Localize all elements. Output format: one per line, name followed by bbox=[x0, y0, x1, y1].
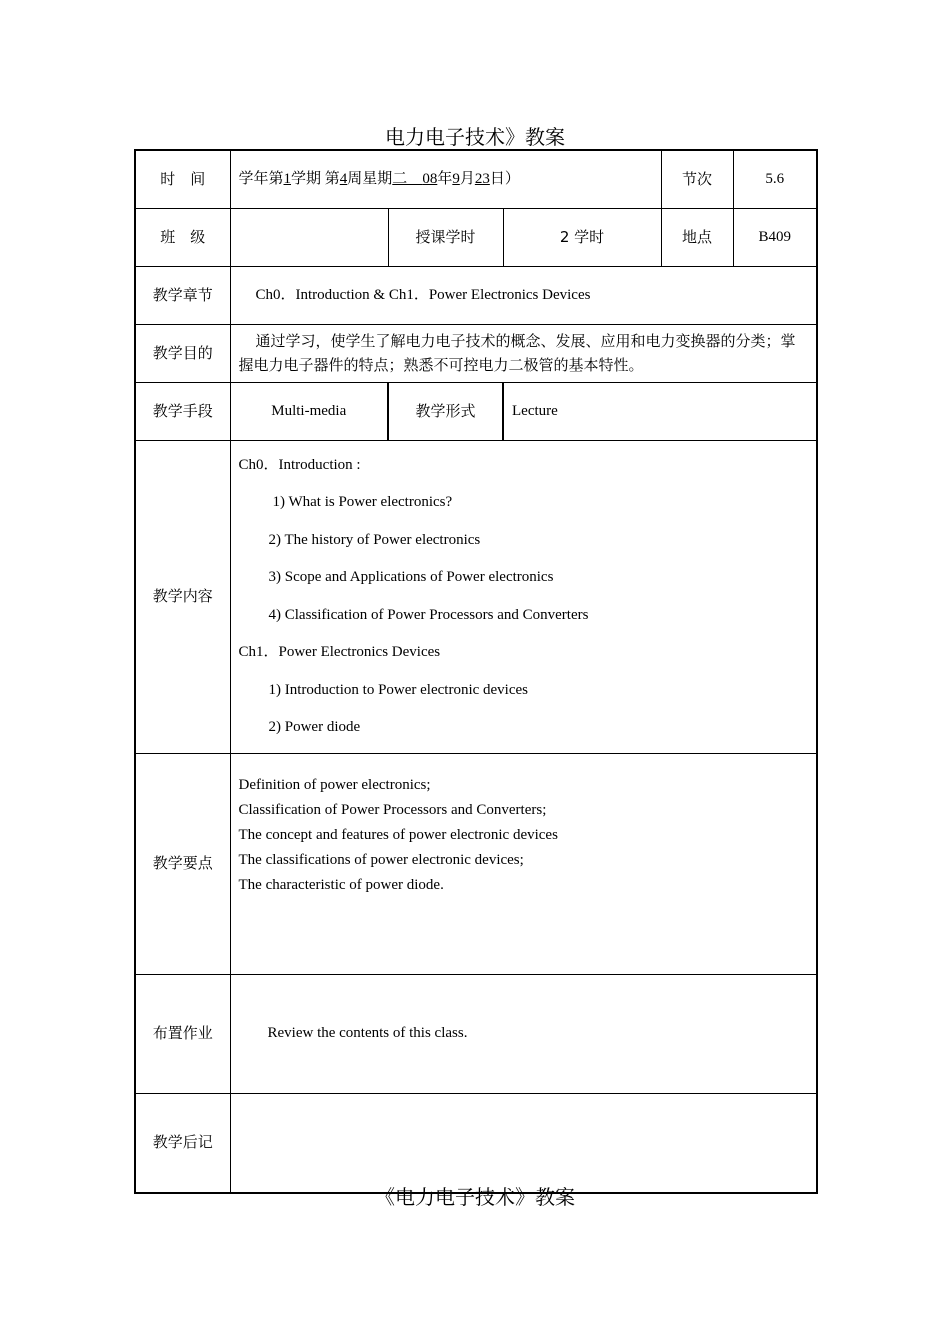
year: 08 bbox=[422, 170, 438, 187]
time-value bbox=[230, 150, 661, 208]
key-points-label: 教学要点 bbox=[135, 753, 230, 974]
time-label: 时 间 bbox=[135, 150, 230, 208]
semester-number: 1 bbox=[283, 170, 292, 187]
class-value bbox=[230, 208, 388, 266]
day: 23 bbox=[474, 170, 490, 187]
time-seg: 年 bbox=[437, 170, 453, 187]
chapter-row bbox=[135, 266, 817, 324]
location-label: 地点 bbox=[661, 208, 733, 266]
content-line: Ch1．Power Electronics Devices bbox=[238, 644, 441, 660]
time-seg: 学期 第 bbox=[291, 170, 340, 187]
lesson-plan-table bbox=[134, 149, 818, 1194]
content-line: 2) The history of Power electronics bbox=[268, 531, 481, 548]
homework-row bbox=[135, 974, 817, 1093]
key-points-row bbox=[135, 753, 817, 974]
content-line: 1) What is Power electronics? bbox=[272, 494, 453, 510]
month: 9 bbox=[452, 170, 460, 187]
key-point: Definition of power electronics; bbox=[238, 776, 431, 793]
weekday: 二 bbox=[392, 170, 423, 187]
form-label: 教学形式 bbox=[388, 382, 503, 440]
class-label: 班 级 bbox=[135, 208, 230, 266]
method-value: Multi-media bbox=[230, 382, 388, 440]
location-value: B409 bbox=[733, 208, 817, 266]
time-seg: 月 bbox=[459, 170, 475, 187]
content-body bbox=[230, 440, 817, 753]
content-line: 1) Introduction to Power electronic devices bbox=[268, 681, 528, 698]
content-line: 2) Power diode bbox=[268, 719, 361, 735]
content-line: 4) Classification of Power Processors and Converters bbox=[268, 606, 589, 623]
key-point: The concept and features of power electronic devices bbox=[238, 826, 558, 843]
objective-row bbox=[135, 324, 817, 382]
objective-label: 教学目的 bbox=[135, 324, 230, 382]
method-row bbox=[135, 382, 817, 440]
hours-label: 授课学时 bbox=[388, 208, 503, 266]
time-seg: 日） bbox=[489, 170, 520, 187]
footer-title: 《电力电子技术》教案 bbox=[375, 1185, 575, 1209]
notes-label: 教学后记 bbox=[135, 1093, 230, 1193]
class-row bbox=[135, 208, 817, 266]
session-value: 5.6 bbox=[733, 150, 817, 208]
week-number: 4 bbox=[339, 170, 348, 187]
key-point: The classifications of power electronic devices; bbox=[238, 851, 524, 868]
hours-value: 2 学时 bbox=[503, 208, 661, 266]
homework-label: 布置作业 bbox=[135, 974, 230, 1093]
key-point: Classification of Power Processors and Converters; bbox=[238, 801, 547, 818]
notes-row bbox=[135, 1093, 817, 1193]
content-line: 3) Scope and Applications of Power electronics bbox=[268, 569, 554, 585]
notes-value bbox=[230, 1093, 817, 1193]
content-line: Ch0．Introduction : bbox=[238, 456, 361, 473]
key-points-body bbox=[230, 753, 817, 974]
content-label: 教学内容 bbox=[135, 440, 230, 753]
key-point: The characteristic of power diode. bbox=[238, 876, 444, 893]
time-seg: 学年第 bbox=[238, 170, 284, 187]
homework-value: Review the contents of this class. bbox=[230, 974, 817, 1093]
session-label: 节次 bbox=[661, 150, 733, 208]
time-seg: 周星期 bbox=[347, 170, 393, 187]
document-title: 电力电子技术》教案 bbox=[385, 125, 565, 149]
chapter-value: Ch0．Introduction & Ch1．Power Electronics Devices bbox=[230, 266, 817, 324]
time-row bbox=[135, 150, 817, 208]
chapter-label: 教学章节 bbox=[135, 266, 230, 324]
form-value: Lecture bbox=[503, 382, 817, 440]
content-row bbox=[135, 440, 817, 753]
objective-value: 通过学习，使学生了解电力电子技术的概念、发展、应用和电力变换器的分类；掌握电力电子器件的特点；熟悉不可控电力二极管的基本特性。 bbox=[230, 324, 817, 382]
method-label: 教学手段 bbox=[135, 382, 230, 440]
